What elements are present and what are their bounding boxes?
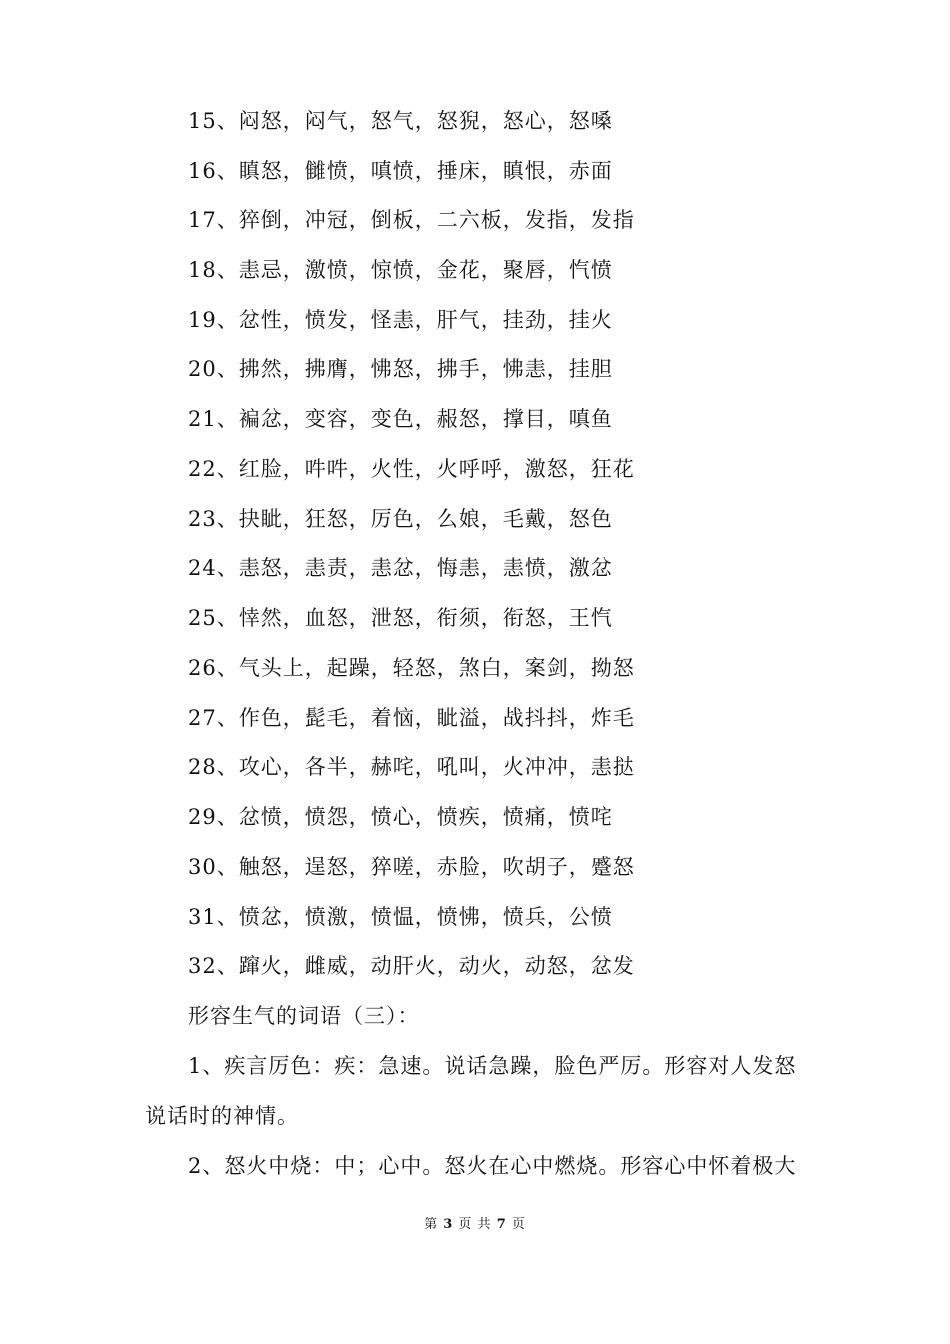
word-list-line-19: 19、忿性，愤发，怪恚，肝气，挂劲，挂火 (188, 308, 613, 332)
word-list-line-30: 30、触怒，逞怒，猝嗟，赤脸，吹胡子，蹙怒 (188, 855, 635, 879)
word-list-line-21: 21、褊忿，变容，变色，赧怒，撑目，嗔鱼 (188, 407, 613, 431)
word-list-line-20: 20、拂然，拂膺，怫怒，拂手，怫恚，挂胆 (188, 357, 613, 381)
word-list-line-29: 29、忿愤，愤怨，愤心，愤疾，愤痛，愤咤 (188, 805, 613, 829)
paragraph-idiom-1: 1、疾言厉色：疾：急速。说话急躁，脸色严厉。形容对人发怒说话时的神情。 (145, 1054, 797, 1128)
word-list-line-27: 27、作色，髭毛，着恼，眦溢，战抖抖，炸毛 (188, 706, 635, 730)
page-footer (0, 1216, 950, 1234)
word-list-line-25: 25、悻然，血怒，泄怒，衔须，衔怒，王忾 (188, 606, 613, 630)
footer-prefix: 第 (424, 1217, 439, 1232)
word-list-line-18: 18、恚忌，激愤，惊愤，金花，聚唇，忾愤 (188, 258, 613, 282)
footer-total-pages: 7 (496, 1217, 507, 1232)
word-list-line-28: 28、攻心，各半，赫咤，吼叫，火冲冲，恚挞 (188, 755, 635, 779)
footer-current-page: 3 (443, 1217, 454, 1232)
word-list-line-31: 31、愤忿，愤激，愤愠，愤怫，愤兵，公愤 (188, 905, 613, 929)
word-list-line-22: 22、红脸，吽吽，火性，火呼呼，激怒，狂花 (188, 457, 635, 481)
word-list-line-17: 17、猝倒，冲冠，倒板，二六板，发指，发指 (188, 208, 635, 232)
word-list-line-24: 24、恚怒，恚责，恚忿，悔恚，恚愤，激忿 (188, 556, 613, 580)
word-list-line-15: 15、闷怒，闷气，怒气，怒猊，怒心，怒嗓 (188, 109, 613, 133)
section-heading: 形容生气的词语（三）： (188, 1004, 420, 1028)
word-list-line-26: 26、气头上，起躁，轻怒，煞白，案剑，拗怒 (188, 656, 635, 680)
word-list-line-16: 16、瞋怒，雠愤，嗔愤，捶床，瞋恨，赤面 (188, 159, 613, 183)
footer-suffix: 页 (511, 1217, 526, 1232)
word-list-line-23: 23、抉眦，狂怒，厉色，么娘，毛戴，怒色 (188, 507, 613, 531)
paragraph-idiom-2: 2、怒火中烧：中；心中。怒火在心中燃烧。形容心中怀着极大 (188, 1154, 797, 1178)
word-list-line-32: 32、蹿火，雌威，动肝火，动火，动怒，忿发 (188, 954, 635, 978)
footer-middle: 页 共 (458, 1217, 492, 1232)
